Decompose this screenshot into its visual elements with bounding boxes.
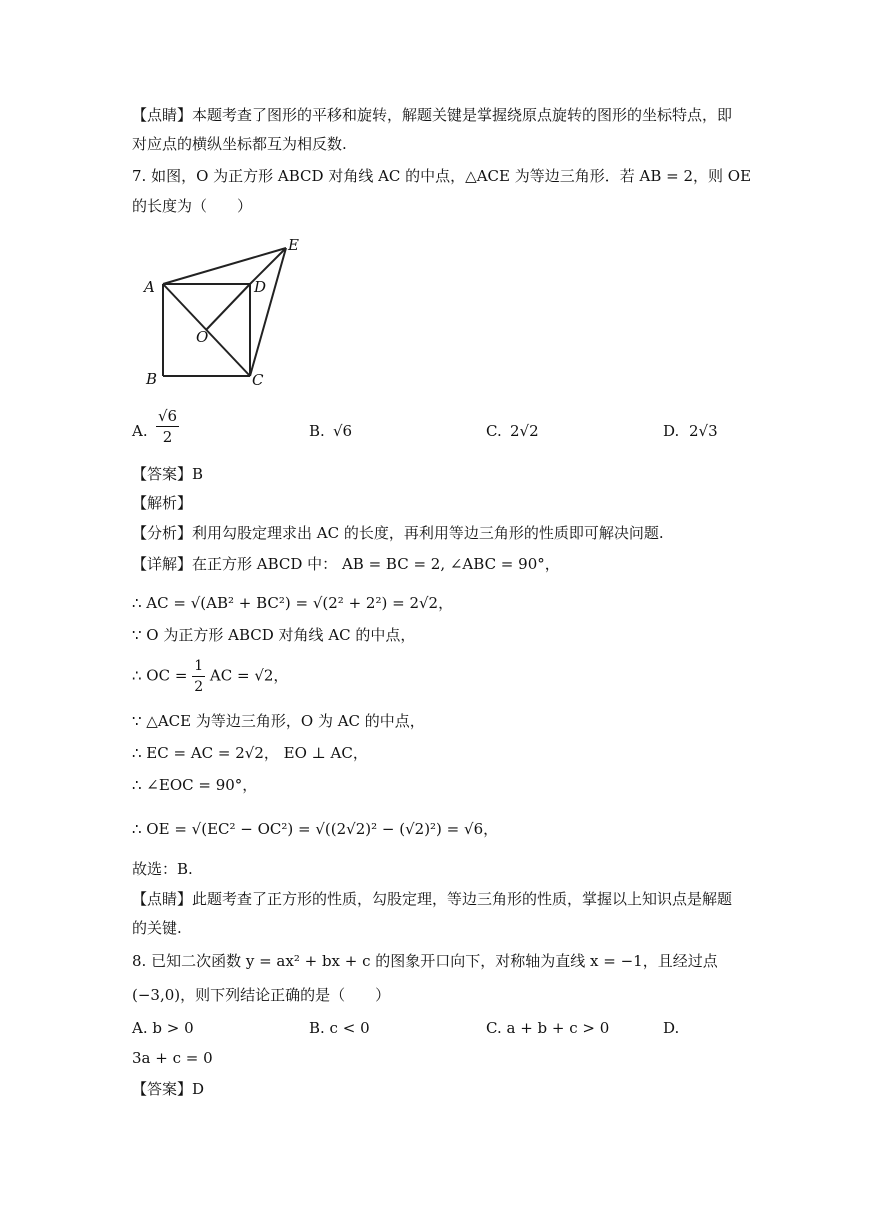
label-d: D bbox=[254, 278, 267, 296]
q7-option-d-value: 2√3 bbox=[689, 422, 718, 440]
square-triangle-figure bbox=[138, 232, 308, 392]
q7-answer: 【答案】B bbox=[132, 465, 204, 483]
q7-detail-7: ∴ ∠EOC = 90°， bbox=[132, 776, 258, 794]
q7-review-line-1: 【点睛】此题考查了正方形的性质，勾股定理，等边三角形的性质，掌握以上知识点是解题 bbox=[132, 890, 733, 908]
q7-option-d-label: D. bbox=[663, 422, 680, 440]
q7-detail-5: ∵ △ACE 为等边三角形，O 为 AC 的中点， bbox=[132, 712, 425, 730]
q7-option-a-denominator: 2 bbox=[162, 428, 173, 446]
q7-detail-4-numerator: 1 bbox=[192, 656, 205, 677]
q7-stem-line-2: 的长度为（ ） bbox=[132, 197, 253, 215]
label-o: O bbox=[196, 328, 209, 346]
q8-option-d-value: 3a + c = 0 bbox=[132, 1049, 213, 1067]
q7-analysis-heading: 【解析】 bbox=[132, 494, 193, 512]
q7-detail-4-lead: ∴ OC = bbox=[132, 666, 193, 685]
q7-analysis: 【分析】利用勾股定理求出 AC 的长度，再利用等边三角形的性质即可解决问题. bbox=[132, 524, 664, 542]
q7-option-b-value: √6 bbox=[333, 422, 353, 440]
q8-stem-line-1: 8. 已知二次函数 y = ax² + bx + c 的图象开口向下，对称轴为直线 x = −1，且经过点 bbox=[132, 952, 718, 970]
q7-choose: 故选：B. bbox=[132, 860, 193, 878]
q7-detail-8: ∴ OE = √(EC² − OC²) = √((2√2)² − (√2)²) = √6， bbox=[132, 820, 499, 838]
q7-detail-3: ∵ O 为正方形 ABCD 对角线 AC 的中点， bbox=[132, 626, 416, 644]
q7-option-a-value bbox=[156, 406, 179, 447]
q8-answer: 【答案】D bbox=[132, 1080, 205, 1098]
q8-stem-line-2: (−3,0)，则下列结论正确的是（ ） bbox=[132, 986, 391, 1004]
review-6-line-1: 【点睛】本题考查了图形的平移和旋转，解题关键是掌握绕原点旋转的图形的坐标特点，即 bbox=[132, 106, 733, 124]
q7-option-a-numerator: √6 bbox=[158, 407, 178, 425]
q8-option-d: D. bbox=[663, 1019, 680, 1037]
q7-detail-4-tail: AC = √2， bbox=[209, 666, 289, 685]
q7-stem-line-1: 7. 如图，O 为正方形 ABCD 对角线 AC 的中点，△ACE 为等边三角形．若 AB = 2，则 OE bbox=[132, 167, 752, 185]
q7-detail-6: ∴ EC = AC = 2√2， EO ⊥ AC， bbox=[132, 744, 368, 762]
q8-option-c: C. a + b + c > 0 bbox=[486, 1019, 610, 1037]
q7-detail-2: ∴ AC = √(AB² + BC²) = √(2² + 2²) = 2√2， bbox=[132, 594, 454, 612]
q7-option-b-label: B. bbox=[309, 422, 325, 440]
q7-option-a-label: A. bbox=[132, 422, 148, 440]
label-e: E bbox=[288, 236, 299, 254]
q7-detail-4 bbox=[132, 656, 288, 697]
label-c: C bbox=[252, 371, 264, 389]
q7-option-c-value: 2√2 bbox=[510, 422, 539, 440]
label-b: B bbox=[146, 370, 158, 388]
q7-detail-1: 【详解】在正方形 ABCD 中： AB = BC = 2, ∠ABC = 90°， bbox=[132, 555, 560, 573]
segment-od bbox=[206, 284, 250, 330]
q8-option-b: B. c < 0 bbox=[309, 1019, 370, 1037]
q7-review-line-2: 的关键. bbox=[132, 919, 182, 937]
q7-detail-4-denominator: 2 bbox=[194, 679, 204, 695]
q7-option-c-label: C. bbox=[486, 422, 502, 440]
review-6-line-2: 对应点的横纵坐标都互为相反数. bbox=[132, 135, 347, 153]
q8-option-a: A. b > 0 bbox=[132, 1019, 194, 1037]
label-a: A bbox=[144, 278, 155, 296]
